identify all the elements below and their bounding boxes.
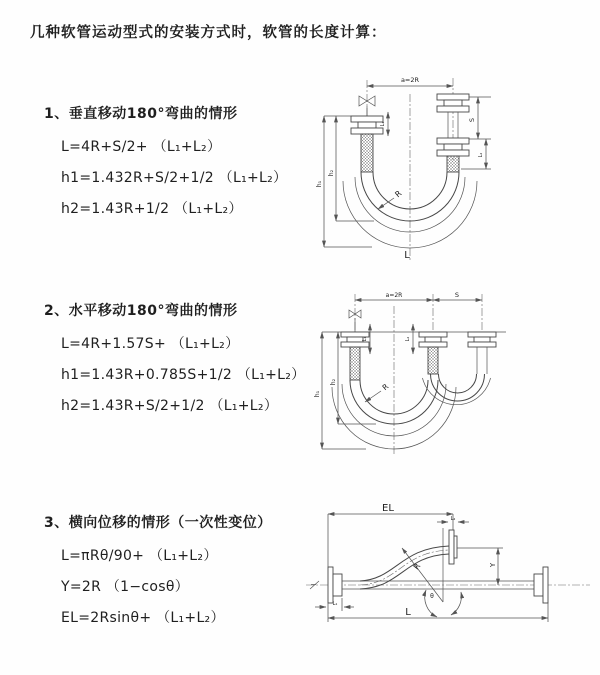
s-curve-hose (360, 546, 449, 589)
dim-l1-label: L₁ (362, 336, 368, 342)
section-3-formula-el: EL=2Rsinθ+ （L₁+L₂） (61, 610, 225, 626)
dim-y-label: Y (489, 562, 497, 568)
radius-label: R (411, 561, 423, 572)
u-hose-arcs-position2 (423, 374, 491, 405)
page-title: 几种软管运动型式的安装方式时，软管的长度计算： (30, 25, 387, 41)
section-2-heading: 2、水平移动180°弯曲的情形 (44, 303, 238, 319)
right-flange-assembly (468, 332, 496, 374)
dim-l (328, 603, 548, 622)
section-1-formula-l: L=4R+S/2+ （L₁+L₂） (61, 139, 222, 155)
right-flange-assembly (437, 94, 469, 172)
lower-right-flange (534, 567, 548, 603)
dim-l2-label: L₂ (478, 152, 484, 158)
dim-el (328, 514, 453, 567)
dim-l1-label: L₁ (332, 601, 338, 607)
upper-right-flange (449, 530, 457, 564)
length-label: L (404, 250, 410, 261)
radius-leader (365, 391, 381, 402)
dim-l1-label: L₁ (380, 121, 386, 127)
section-2-formula-h2: h2=1.43R+S/2+1/2 （L₁+L₂） (61, 398, 279, 414)
dim-s-label: S (468, 117, 476, 123)
dim-a2r-label: a=2R (400, 76, 420, 84)
section-3-formula-l: L=πRθ/90+ （L₁+L₂） (61, 548, 218, 564)
dim-l2-label: L₂ (450, 516, 456, 522)
centerlines (355, 294, 482, 456)
radius-label: R (380, 381, 391, 393)
radius-label: R (393, 188, 404, 200)
diagram-lateral-displacement (298, 500, 598, 650)
dim-h1-label: h₁ (314, 390, 321, 398)
dim-el-label: EL (382, 503, 394, 514)
dim-l-label: L (405, 607, 411, 618)
dim-s-label: S (454, 291, 460, 299)
dim-h1-label: h₁ (316, 180, 323, 188)
middle-flange-assembly (419, 332, 447, 374)
left-flange-assembly (351, 116, 383, 172)
dim-a2r-label: a=2R (385, 292, 403, 299)
section-1-formula-h1: h1=1.432R+S/2+1/2 （L₁+L₂） (61, 170, 288, 186)
angle-theta-label: θ (430, 593, 434, 600)
section-3-formula-y: Y=2R （1−cosθ） (61, 579, 190, 595)
section-2-formula-h1: h1=1.43R+0.785S+1/2 （L₁+L₂） (61, 367, 306, 383)
dim-l2-label: L₂ (405, 336, 411, 342)
section-1-formula-h2: h2=1.43R+1/2 （L₁+L₂） (61, 201, 243, 217)
centerlines (367, 78, 453, 260)
dim-h2-label: h₂ (328, 169, 335, 177)
section-2-formula-l: L=4R+1.57S+ （L₁+L₂） (61, 336, 240, 352)
section-1-heading: 1、垂直移动180°弯曲的情形 (44, 106, 238, 122)
dim-h2-label: h₂ (330, 378, 337, 386)
left-flange (328, 567, 342, 603)
diagram-vertical-180-bend (310, 70, 592, 265)
section-2 (44, 300, 344, 415)
diagram-horizontal-180-bend (310, 284, 592, 464)
section-3-heading: 3、横向位移的情形（一次性变位） (44, 515, 272, 531)
section-1 (44, 103, 344, 218)
